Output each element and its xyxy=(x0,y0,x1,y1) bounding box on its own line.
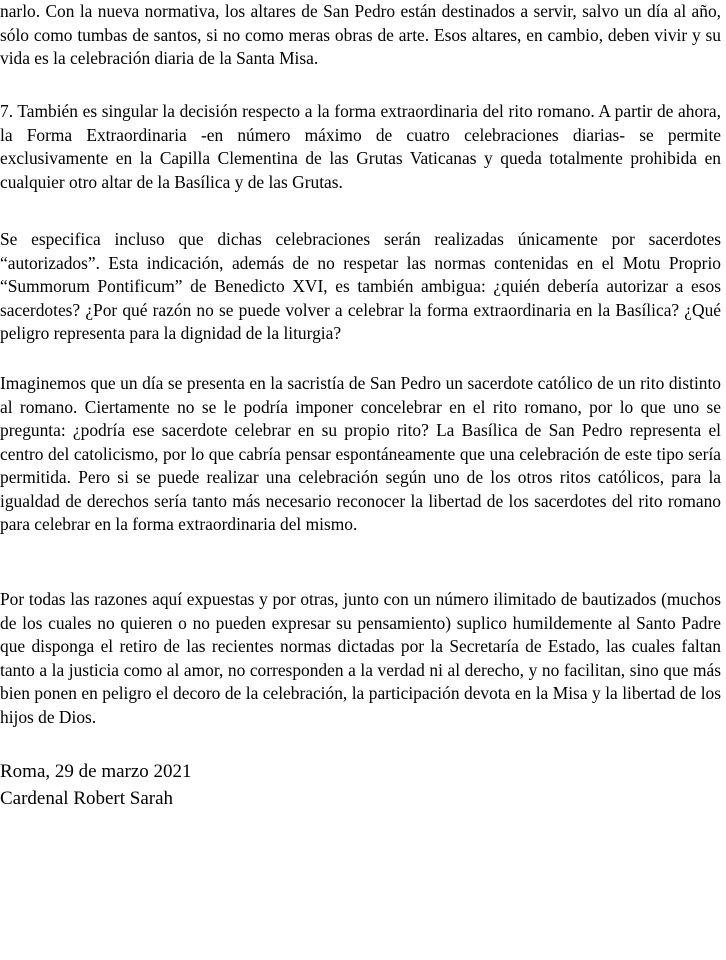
signature-name: Cardenal Robert Sarah xyxy=(0,788,174,809)
paragraph-authorized-priests: Se especifica incluso que dichas celebraciones serán realizadas únicamente por sacerdotes “autorizados”. Esta indicación, además de no respetar las normas contenidas en el Motu Proprio “Summorum Pontificum” de Benedicto XVI, es también ambigua: ¿quién debería autorizar a esos sacerdotes? ¿Por qué razón no se puede volver a celebrar la forma extraordinaria en la Basílica? ¿Qué peligro representa para la dignidad de la liturgia? xyxy=(0,229,721,343)
paragraph-extraordinary-form: 7. También es singular la decisión respecto a la forma extraordinaria del rito romano. A partir de ahora, la Forma Extraordinaria -en número máximo de cuatro celebraciones diarias- se permite exclusivamente en la Capilla Clementina de las Grutas Vaticanas y queda totalmente prohibida en cualquier otro altar de la Basílica y de las Grutas. xyxy=(0,101,721,192)
paragraph-petition: Por todas las razones aquí expuestas y por otras, junto con un número ilimitado de bautizados (muchos de los cuales no quieren o no pueden expresar su pensamiento) suplico humildemente al Santo Padre que disponga el retiro de las recientes normas dictadas por la Secretaría de Estado, las cuales faltan tanto a la justicia como al amor, no corresponden a la verdad ni al derecho, y no facilitan, sino que más bien ponen en peligro el decoro de la celebración, la participación devota en la Misa y la libertad de los hijos de Dios. xyxy=(0,589,721,727)
paragraph-other-rites: Imaginemos que un día se presenta en la sacristía de San Pedro un sacerdote católico de un rito distinto al romano. Ciertamente no se le podría imponer concelebrar en el rito romano, por lo que uno se pregunta: ¿podría ese sacerdote celebrar en su propio rito? La Basílica de San Pedro representa el centro del catolicismo, por lo que cabría pensar espontáneamente que una celebración de este tipo sería permitida. Pero si se puede realizar una celebración según uno de los otros ritos católicos, para la igualdad de derechos sería tanto más necesario reconocer la libertad de los sacerdotes del rito romano para celebrar en la forma extraordinaria del mismo. xyxy=(0,373,721,534)
paragraph-altars-usage: narlo. Con la nueva normativa, los altares de San Pedro están destinados a servir, salvo un día al año, sólo como tumbas de santos, si no como meras obras de arte. Esos altares, en cambio, deben vivir y su vida es la celebración diaria de la Santa Misa. xyxy=(0,1,721,68)
place-and-date: Roma, 29 de marzo 2021 xyxy=(0,761,192,782)
